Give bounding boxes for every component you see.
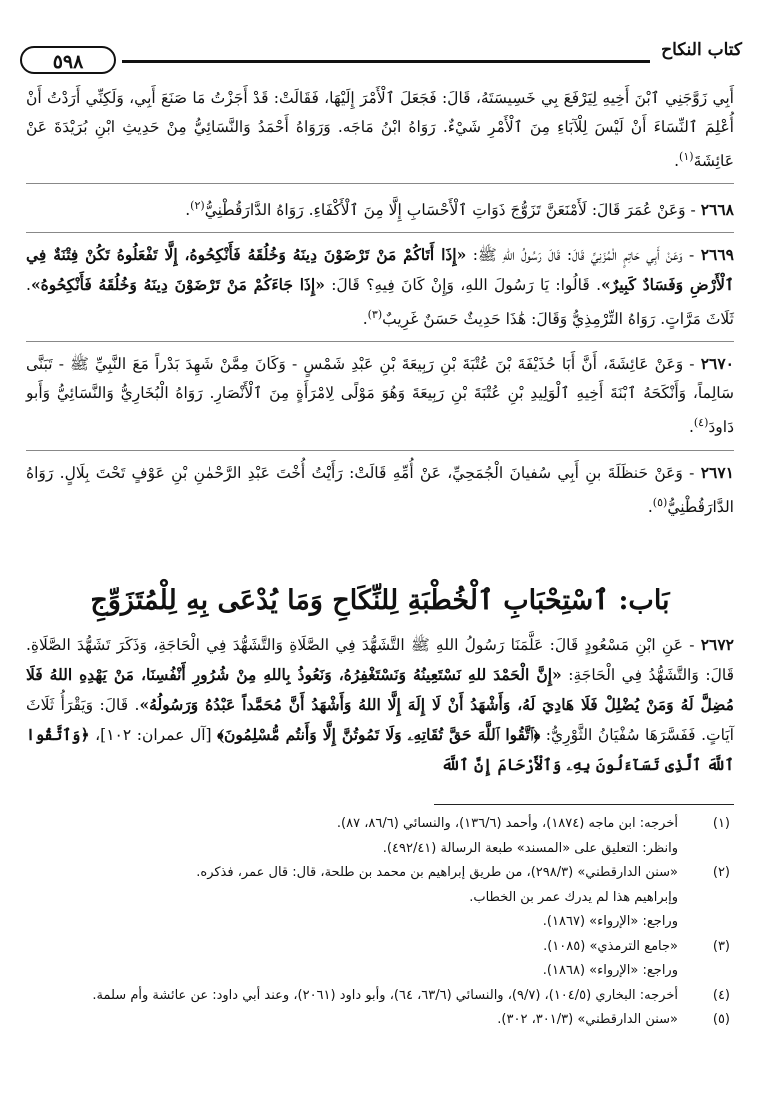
footnote-ref: (١)	[679, 150, 694, 163]
footnote-number: (٤)	[712, 987, 730, 1003]
hadith-text: - وَعَنْ أَبِي حَاتِمٍ الْمُزَنِيِّ قَالَ: قَالَ رَسُولُ اللهِ ﷺ:	[466, 246, 695, 265]
footnote-line: وراجع: «الإرواء» (١٨٦٧).	[542, 914, 678, 929]
footnote	[26, 861, 730, 935]
footnote-ref: (٢)	[190, 199, 205, 213]
hadith-text: أَبِي زَوَّجَنِي ٱبْنَ أَخِيهِ لِيَرْفَعَ بِي خَسِيسَتَهُ، قَالَ: فَجَعَلَ ٱلْأَمْرَ إِلَيْهَا، فَقَالَتْ: قَدْ أَجَزْتُ مَا صَنَعَ أَبِي، وَلَكِنِّي أَرَدْتُ أَنْ أُعْلِمَ ٱلنِّسَاءَ أَنْ لَيْسَ لِلْآبَاءِ مِنَ ٱلْأَمْرِ شَيْءٌ. رَوَاهُ ابْنُ مَاجَه. وَرَوَاهُ أَحْمَدُ وَالنَّسَائِيُّ مِنْ حَدِيثِ ابْنِ بُرَيْدَةَ عَنْ عَائِشَةَ	[26, 89, 734, 171]
hadith-text: . قَالَ: وَيَقْرَأُ ثَلَاثَ آيَاتٍ. فَفَسَّرَهَا سُفْيَانُ الثَّوْرِيُّ:	[26, 696, 734, 744]
footnote-line: أخرجه: البخاري (١٠٤/٥)، (٩/٧)، والنسائي (٦٣/٦، ٦٤)، وأبو داود (٢٠٦١)، وعند أبي داود: عن عائشة وأم سلمة.	[92, 987, 678, 1003]
book-title: كتاب النكاح	[661, 40, 742, 60]
hadith-2668: ٢٦٦٨ - وَعَنْ عُمَرَ قَالَ: لَأَمْنَعَنَّ تَزَوُّجَ ذَوَاتِ ٱلْأَحْسَابِ إِلَّا مِنَ ٱلْأَكْفَاءِ. رَوَاهُ الدَّارَقُطْنِيُّ$^{(٢)}$.	[185, 199, 734, 220]
hadith-text: - وَعَنْ عُمَرَ قَالَ: لَأَمْنَعَنَّ تَزَوُّجَ ذَوَاتِ ٱلْأَحْسَابِ إِلَّا مِنَ ٱلْأَكْفَاءِ. رَوَاهُ الدَّارَقُطْنِيُّ	[204, 201, 696, 220]
footnotes	[26, 812, 730, 1033]
hadith-text: - عَنِ ابْنِ مَسْعُودٍ قَالَ: عَلَّمَنَا رَسُولُ اللهِ ﷺ التَّشَهُّدَ فِي الصَّلَاةِ وَالتَّشَهُّدَ فِي الْحَاجَةِ، وَذَكَرَ تَشَهُّدَ الصَّلَاةِ. قَالَ: وَالتَّشَهُّدُ فِي الْحَاجَةِ:	[26, 636, 735, 684]
footnote-line: «سنن الدارقطني» (٣٠١/٣، ٣٠٢).	[497, 1012, 678, 1027]
prophetic-saying: «إِذَا أَتَاكُمْ مَنْ تَرْضَوْنَ دِينَهُ وَخُلُقَهُ فَأَنْكِحُوهُ، إِلَّا تَفْعَلُوهُ تَكُنْ فِتْنَةٌ فِي ٱلْأَرْضِ وَفَسَادٌ كَبِيرٌ»	[26, 245, 735, 295]
footnote-ref: (٤)	[693, 416, 709, 430]
hadith-number: ٢٦٧١	[700, 462, 734, 482]
footnote	[26, 812, 730, 861]
footnote	[26, 984, 730, 1009]
footnote	[26, 1008, 730, 1033]
footnote-ref: (٥)	[652, 495, 668, 509]
footnote-ref: (٣)	[367, 308, 383, 322]
quran-verse: ﴿ٱتَّقُوا ٱللَّهَ حَقَّ تُقَاتِهِۦ وَلَا تَمُوتُنَّ إِلَّا وَأَنتُم مُّسْلِمُونَ﴾	[217, 725, 541, 744]
hadith-text: - وَعَنْ حَنظَلَةَ بنِ أَبِي سُفيانَ الْجُمَحِيِّ، عَنْ أُمِّهِ قَالَتْ: رَأَيْتُ أُخْتَ عَبْدِ الرَّحْمٰنِ بْنِ عَوْفٍ تَحْتَ بِلَالٍ. رَوَاهُ الدَّارَقُطْنِيُّ	[26, 463, 734, 516]
footnote	[26, 935, 730, 984]
footnote-rule	[434, 804, 734, 805]
verse-reference: [آل عمران: ١٠٢]،	[89, 726, 218, 744]
header-rule	[122, 60, 650, 63]
hadith-2669: ٢٦٦٩ - وَعَنْ أَبِي حَاتِمٍ الْمُزَنِيِّ قَالَ: قَالَ رَسُولُ اللهِ ﷺ: «إِذَا أَتَاكُمْ مَنْ تَرْضَوْنَ دِينَهُ وَخُلُقَهُ فَأَنْكِحُوهُ، إِلَّا تَفْعَلُوهُ تَكُنْ فِتْنَةٌ فِي ٱلْأَرْضِ وَفَسَادٌ كَبِيرٌ». قَالُوا: يَا رَسُولَ اللهِ، وَإِنْ كَانَ فِيهِ؟ قَالَ: «إِذَا جَاءَكُمْ مَنْ تَرْضَوْنَ دِينَهُ وَخُلُقَهُ فَأَنْكِحُوهُ». ثَلَاثَ مَرَّاتٍ. رَوَاهُ التِّرْمِذِيُّ وَقَالَ: هَٰذَا حَدِيثٌ حَسَنٌ غَرِيبٌ$^{(٣)}$.	[26, 245, 735, 329]
quran-verse: ﴿وَٱتَّقُوا ٱللَّهَ ٱلَّذِى تَسَآءَلُونَ بِهِۦ وَٱلْأَرْحَامَ إِنَّ ٱللَّهَ	[26, 725, 734, 774]
hadith-2672	[26, 630, 734, 780]
hadith-number: ٢٦٧٢	[700, 635, 734, 654]
page-number: ٥٩٨	[20, 46, 116, 74]
divider	[26, 341, 734, 342]
page-header	[20, 38, 742, 78]
hadith-number: ٢٦٦٩	[700, 245, 734, 265]
footnote-line: أخرجه: ابن ماجه (١٨٧٤)، وأحمد (١٣٦/٦)، والنسائي (٨٦/٦، ٨٧).	[336, 816, 678, 831]
footnote-line: وراجع: «الإرواء» (١٨٦٨).	[542, 963, 678, 978]
prophetic-saying: «إِنَّ الْحَمْدَ للهِ نَسْتَعِينُهُ وَنَسْتَغْفِرُهُ، وَنَعُوذُ بِاللهِ مِنْ شُرُورِ أَنْفُسِنَا، مَنْ يَهْدِهِ اللهُ فَلَا مُضِلَّ لَهُ وَمَنْ يُضْلِلْ فَلَا هَادِيَ لَهُ، وَأَشْهَدُ أَنْ لَا إِلَهَ إِلَّا اللهُ وَأَشْهَدُ أَنَّ مُحَمَّداً عَبْدُهُ وَرَسُولُهُ»	[26, 665, 734, 714]
hadith-number: ٢٦٦٨	[700, 200, 734, 220]
footnote-number: (٢)	[712, 865, 730, 880]
divider	[26, 183, 734, 184]
hadith-number: ٢٦٧٠	[700, 354, 734, 374]
divider	[26, 232, 734, 233]
hadith-section	[26, 84, 734, 522]
divider	[26, 450, 734, 451]
hadith-text: . ثَلَاثَ مَرَّاتٍ. رَوَاهُ التِّرْمِذِيُّ وَقَالَ: هَٰذَا حَدِيثٌ حَسَنٌ غَرِيبٌ	[26, 276, 734, 329]
footnote-number: (١)	[712, 816, 730, 831]
footnote-number: (٥)	[712, 1012, 730, 1027]
footnote-number: (٣)	[712, 938, 730, 954]
hadith-continuation: أَبِي زَوَّجَنِي ٱبْنَ أَخِيهِ لِيَرْفَعَ بِي خَسِيسَتَهُ، قَالَ: فَجَعَلَ ٱلْأَمْرَ إِلَيْهَا، فَقَالَتْ: قَدْ أَجَزْتُ مَا صَنَعَ أَبِي، وَلَكِنِّي أَرَدْتُ أَنْ أُعْلِمَ ٱلنِّسَاءَ أَنْ لَيْسَ لِلْآبَاءِ مِنَ ٱلْأَمْرِ شَيْءٌ. رَوَاهُ ابْنُ مَاجَه. وَرَوَاهُ أَحْمَدُ وَالنَّسَائِيُّ مِنْ حَدِيثِ ابْنِ بُرَيْدَةَ عَنْ عَائِشَةَ$^{(١)}$.	[26, 89, 734, 171]
footnote-line: «جامع الترمذي» (١٠٨٥).	[543, 938, 678, 954]
chapter-title: بَاب: ٱسْتِحْبَابِ ٱلْخُطْبَةِ لِلنِّكَاحِ وَمَا يُدْعَى بِهِ لِلْمُتَزَوِّجِ	[90, 585, 670, 616]
hadith-2670: ٢٦٧٠ - وَعَنْ عَائِشَةَ، أَنَّ أَبَا حُذَيْفَةَ بْنَ عُتْبَةَ بْنِ رَبِيعَةَ بْنِ عَبْدِ شَمْسٍ - وَكَانَ مِمَّنْ شَهِدَ بَدْراً مَعَ النَّبِيِّ ﷺ - تَبَنَّى سَالِماً، وَأَنْكَحَهُ ٱبْنَةَ أَخِيهِ ٱلْوَلِيدِ بْنِ عُتْبَةَ بْنِ رَبِيعَةَ وَهُوَ مَوْلًى لِامْرَأَةٍ مِنَ ٱلْأَنْصَارِ. رَوَاهُ الْبُخَارِيُّ وَالنَّسَائِيُّ وَأَبو دَاودَ$^{(٤)}$.	[26, 354, 734, 437]
hadith-2671: ٢٦٧١ - وَعَنْ حَنظَلَةَ بنِ أَبِي سُفيانَ الْجُمَحِيِّ، عَنْ أُمِّهِ قَالَتْ: رَأَيْتُ أُخْتَ عَبْدِ الرَّحْمٰنِ بْنِ عَوْفٍ تَحْتَ بِلَالٍ. رَوَاهُ الدَّارَقُطْنِيُّ$^{(٥)}$.	[26, 462, 734, 516]
hadith-text: - وَعَنْ عَائِشَةَ، أَنَّ أَبَا حُذَيْفَةَ بْنَ عُتْبَةَ بْنِ رَبِيعَةَ بْنِ عَبْدِ شَمْسٍ - وَكَانَ مِمَّنْ شَهِدَ بَدْراً مَعَ النَّبِيِّ ﷺ - تَبَنَّى سَالِماً، وَأَنْكَحَهُ ٱبْنَةَ أَخِيهِ ٱلْوَلِيدِ بْنِ عُتْبَةَ بْنِ رَبِيعَةَ وَهُوَ مَوْلًى لِامْرَأَةٍ مِنَ ٱلْأَنْصَارِ. رَوَاهُ الْبُخَارِيُّ وَالنَّسَائِيُّ وَأَبو دَاودَ	[26, 355, 734, 437]
prophetic-saying: «إِذَا جَاءَكُمْ مَنْ تَرْضَوْنَ دِينَهُ وَخُلُقَهُ فَأَنْكِحُوهُ»	[30, 275, 325, 295]
footnote-line: وانظر: التعليق على «المسند» طبعة الرسالة (٤٩٢/٤١).	[382, 840, 678, 856]
footnote-line: وإبراهيم هذا لم يدرك عمر بن الخطاب.	[469, 889, 678, 905]
hadith-text: . قَالُوا: يَا رَسُولَ اللهِ، وَإِنْ كَانَ فِيهِ؟ قَالَ:	[324, 276, 602, 295]
footnote-line: «سنن الدارقطني» (٢٩٨/٣)، من طريق إبراهيم بن محمد بن طلحة، قال: قال عمر، فذكره.	[196, 865, 678, 880]
